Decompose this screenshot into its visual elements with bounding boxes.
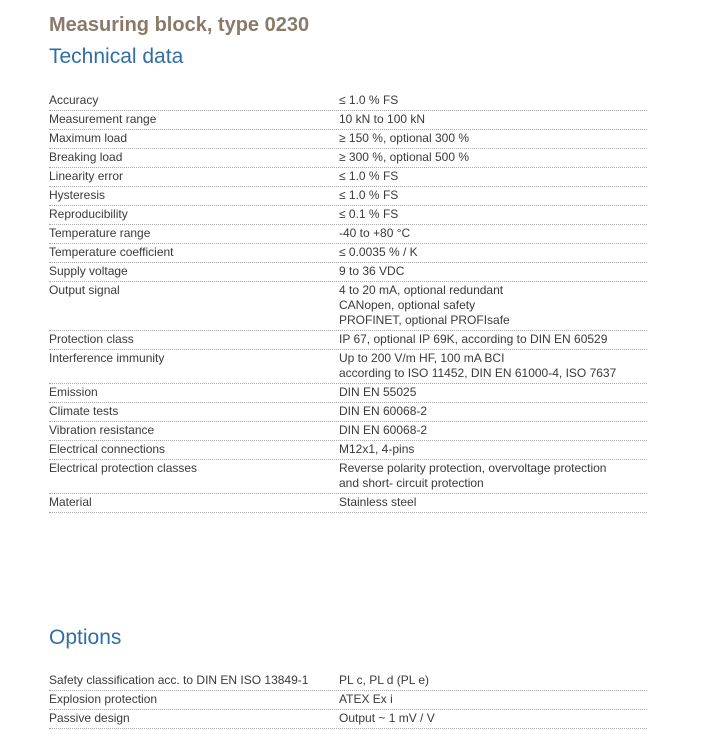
spec-value <box>339 442 647 457</box>
spec-value <box>339 385 647 400</box>
spec-label: Climate tests <box>49 404 119 418</box>
options-row <box>49 691 647 710</box>
spec-label: Supply voltage <box>49 264 128 278</box>
spec-value-line: ≥ 300 %, optional 500 % <box>339 150 470 164</box>
technical-data-table <box>49 92 647 513</box>
spec-value <box>339 207 647 222</box>
spec-label: Material <box>49 495 92 509</box>
spec-value <box>339 461 647 491</box>
spec-value-line: ≤ 1.0 % FS <box>339 188 399 202</box>
spec-label: Safety classification acc. to DIN EN ISO 13849-1 <box>49 673 309 687</box>
spec-value <box>339 112 647 127</box>
technical-data-row <box>49 331 647 350</box>
spec-value <box>339 169 647 184</box>
spec-label: Measurement range <box>49 112 157 126</box>
spec-value <box>339 188 647 203</box>
spec-value-line: PL c, PL d (PL e) <box>339 673 430 687</box>
spec-value-line: ≤ 0.1 % FS <box>339 207 399 221</box>
technical-data-row <box>49 384 647 403</box>
spec-label: Output signal <box>49 283 120 297</box>
spec-label: Accuracy <box>49 93 99 107</box>
spec-value-line: PROFINET, optional PROFIsafe <box>339 313 510 327</box>
spec-value-line: Reverse polarity protection, overvoltage protection <box>339 461 607 475</box>
spec-value-line: CANopen, optional safety <box>339 298 476 312</box>
spec-label: Breaking load <box>49 150 123 164</box>
spec-value-line: 10 kN to 100 kN <box>339 112 426 126</box>
technical-data-row <box>49 111 647 130</box>
spec-label: Protection class <box>49 332 134 346</box>
spec-value-line: 4 to 20 mA, optional redundant <box>339 283 504 297</box>
spec-label: Maximum load <box>49 131 128 145</box>
technical-data-row <box>49 403 647 422</box>
spec-value <box>339 226 647 241</box>
spec-value <box>339 332 647 347</box>
spec-label: Reproducibility <box>49 207 128 221</box>
spec-value-line: 9 to 36 VDC <box>339 264 405 278</box>
technical-data-row <box>49 494 647 513</box>
spec-label: Temperature range <box>49 226 151 240</box>
spec-value-line: DIN EN 60068-2 <box>339 404 428 418</box>
technical-data-row <box>49 168 647 187</box>
spec-label: Interference immunity <box>49 351 165 365</box>
technical-data-row <box>49 244 647 263</box>
spec-label: Temperature coefficient <box>49 245 174 259</box>
spec-value-line: ≤ 1.0 % FS <box>339 93 399 107</box>
spec-label: Hysteresis <box>49 188 106 202</box>
spec-value-line: Output ~ 1 mV / V <box>339 711 435 725</box>
technical-data-row <box>49 149 647 168</box>
spec-value <box>339 404 647 419</box>
spec-label: Explosion protection <box>49 692 158 706</box>
spec-value <box>339 131 647 146</box>
spec-value-line: Stainless steel <box>339 495 417 509</box>
spec-value <box>339 283 647 328</box>
spec-value <box>339 150 647 165</box>
spec-value-line: ≥ 150 %, optional 300 % <box>339 131 470 145</box>
spec-value-line: DIN EN 55025 <box>339 385 417 399</box>
spec-value-line: ATEX Ex i <box>339 692 393 706</box>
technical-data-row <box>49 187 647 206</box>
spec-value-line: ≤ 1.0 % FS <box>339 169 399 183</box>
spec-label: Linearity error <box>49 169 124 183</box>
options-heading: Options <box>49 626 122 649</box>
page-title: Measuring block, type 0230 <box>49 14 310 36</box>
spec-value <box>339 423 647 438</box>
technical-data-row <box>49 263 647 282</box>
spec-label: Passive design <box>49 711 130 725</box>
technical-data-row <box>49 225 647 244</box>
spec-label: Emission <box>49 385 98 399</box>
spec-value-line: according to ISO 11452, DIN EN 61000-4, ISO 7637 <box>339 366 617 380</box>
spec-value <box>339 495 647 510</box>
options-table <box>49 672 647 729</box>
spec-value <box>339 673 647 688</box>
spec-label: Vibration resistance <box>49 423 155 437</box>
spec-value-line: Up to 200 V/m HF, 100 mA BCI <box>339 351 505 365</box>
technical-data-row <box>49 350 647 384</box>
spec-value <box>339 711 647 726</box>
options-row <box>49 672 647 691</box>
technical-data-row <box>49 92 647 111</box>
technical-data-heading: Technical data <box>49 45 184 68</box>
spec-value-line: IP 67, optional IP 69K, according to DIN EN 60529 <box>339 332 608 346</box>
technical-data-row <box>49 441 647 460</box>
technical-data-row <box>49 422 647 441</box>
spec-value-line: -40 to +80 °C <box>339 226 411 240</box>
spec-value <box>339 351 647 381</box>
spec-label: Electrical protection classes <box>49 461 198 475</box>
spec-value <box>339 692 647 707</box>
spec-value-line: M12x1, 4-pins <box>339 442 415 456</box>
technical-data-row <box>49 282 647 331</box>
spec-value-line: ≤ 0.0035 % / K <box>339 245 418 259</box>
technical-data-row <box>49 460 647 494</box>
technical-data-row <box>49 130 647 149</box>
spec-value <box>339 245 647 260</box>
spec-value-line: DIN EN 60068-2 <box>339 423 428 437</box>
technical-data-row <box>49 206 647 225</box>
spec-value <box>339 264 647 279</box>
spec-value-line: and short- circuit protection <box>339 476 484 490</box>
spec-label: Electrical connections <box>49 442 166 456</box>
spec-value <box>339 93 647 108</box>
options-row <box>49 710 647 729</box>
